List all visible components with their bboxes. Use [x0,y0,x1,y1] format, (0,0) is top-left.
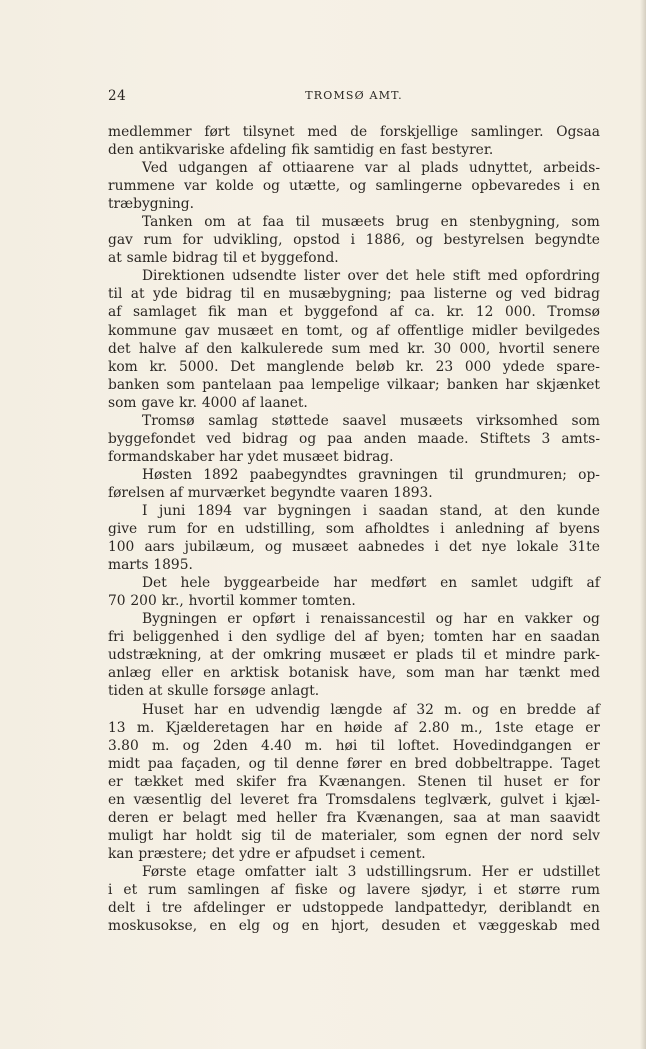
page-edge-shadow [640,0,646,1049]
paragraph [108,701,600,863]
paragraph [108,412,600,466]
page-number: 24 [108,88,127,104]
text-line: medlemmer ført tilsynet med de forskjellige samlinger. Ogsaa [108,124,600,140]
text-line: kan præstere; det ydre er afpudset i cement. [108,845,426,862]
text-line: delt i tre afdelinger er udstoppede landpattedyr, deriblandt en [108,900,600,917]
paragraph [108,610,600,700]
text-line: give rum for en udstilling, som afholdtes i anledning af byens [108,521,600,538]
text-line: rummene var kolde og utætte, og samlingerne opbevaredes i en [108,178,600,195]
text-line: formandskaber har ydet musæet bidrag. [108,448,394,465]
paragraph [108,267,600,411]
text-line: kommune gav musæet en tomt, og af offentlige midler bevilgedes [108,322,600,339]
text-line: Direktionen udsendte lister over det hele stift med opfordring [142,268,600,285]
text-line: træbygning. [108,196,194,213]
text-line: 100 aars jubilæum, og musæet aabnedes i det nye lokale 31te [108,539,600,556]
text-line: Huset har en udvendig længde af 32 m. og en bredde af [142,701,600,718]
text-line: banken som pantelaan paa lempelige vilkaar; banken har skjænket [108,376,600,393]
text-line: gav rum for udvikling, opstod i 1886, og bestyrelsen begyndte [108,232,600,249]
text-line: førelsen af murværket begyndte vaaren 1893. [108,484,433,501]
text-line: til at yde bidrag til en musæbygning; paa listerne og ved bidrag [108,286,600,303]
text-line: som gave kr. 4000 af laanet. [108,394,308,411]
paragraph [108,159,600,213]
text-line: en væsentlig del leveret fra Tromsdalens teglværk, gulvet i kjæl- [108,791,600,808]
paragraph [108,863,600,935]
text-line: 13 m. Kjælderetagen har en høide af 2.80 m., 1ste etage er [108,719,600,736]
text-line: midt paa façaden, og til denne fører en bred dobbeltrappe. Taget [108,755,600,772]
text-line: byggefondet ved bidrag og paa anden maade. Stiftets 3 amts- [108,430,600,447]
paragraph [108,123,600,159]
text-line: af samlaget fik man et byggefond af ca. kr. 12 000. Tromsø [108,304,600,321]
text-line: udstrækning, at der omkring musæet er plads til et mindre park- [108,647,600,664]
text-line: Tromsø samlag støttede saavel musæets virksomhed som [142,412,600,429]
text-line: 70 200 kr., hvortil kommer tomten. [108,593,356,610]
text-line: 3.80 m. og 2den 4.40 m. høi til loftet. Hovedindgangen er [108,737,600,754]
text-line: det halve af den kalkulerede sum med kr. 30 000, hvortil senere [108,340,600,357]
text-line: Tanken om at faa til musæets brug en stenbygning, som [142,214,600,231]
text-line: Bygningen er opført i renaissancestil og har en vakker og [142,611,600,628]
text-line: tiden at skulle forsøge anlagt. [108,683,320,700]
text-line: muligt har holdt sig til de materialer, som egnen der nord selv [108,827,600,844]
text-line: i et rum samlingen af fiske og lavere sjødyr, i et større rum [108,881,600,898]
text-line: deren er belagt med heller fra Kvænangen, saa at man saavidt [108,809,600,826]
text-line: at samle bidrag til et byggefond. [108,250,339,267]
text-line: Ved udgangen af ottiaarene var al plads udnyttet, arbeids- [142,160,600,177]
paragraph [108,574,600,610]
text-line: anlæg eller en arktisk botanisk have, som man har tænkt med [108,665,600,682]
text-line: Første etage omfatter ialt 3 udstillingsrum. Her er udstillet [142,863,600,880]
text-line: Høsten 1892 paabegyndtes gravningen til grundmuren; op- [142,466,600,483]
paragraph [108,213,600,267]
text-line: den antikvariske afdeling fik samtidig en fast bestyrer. [108,142,494,159]
paragraph [108,466,600,502]
text-line: moskusokse, en elg og en hjort, desuden et væggeskab med [108,918,600,935]
text-line: kom kr. 5000. Det manglende beløb kr. 23 000 ydede spare- [108,358,600,375]
text-line: fri beliggenhed i den sydlige del af byen; tomten har en saadan [108,629,600,646]
page-header [108,88,600,108]
text-line: er tækket med skifer fra Kvænangen. Stenen til huset er for [108,773,600,790]
text-line: marts 1895. [108,557,193,574]
text-line: Det hele byggearbeide har medført en samlet udgift af [142,575,600,592]
body-text [108,123,600,935]
running-head: TROMSØ AMT. [305,89,403,102]
paragraph [108,502,600,574]
text-line: I juni 1894 var bygningen i saadan stand, at den kunde [142,502,600,519]
